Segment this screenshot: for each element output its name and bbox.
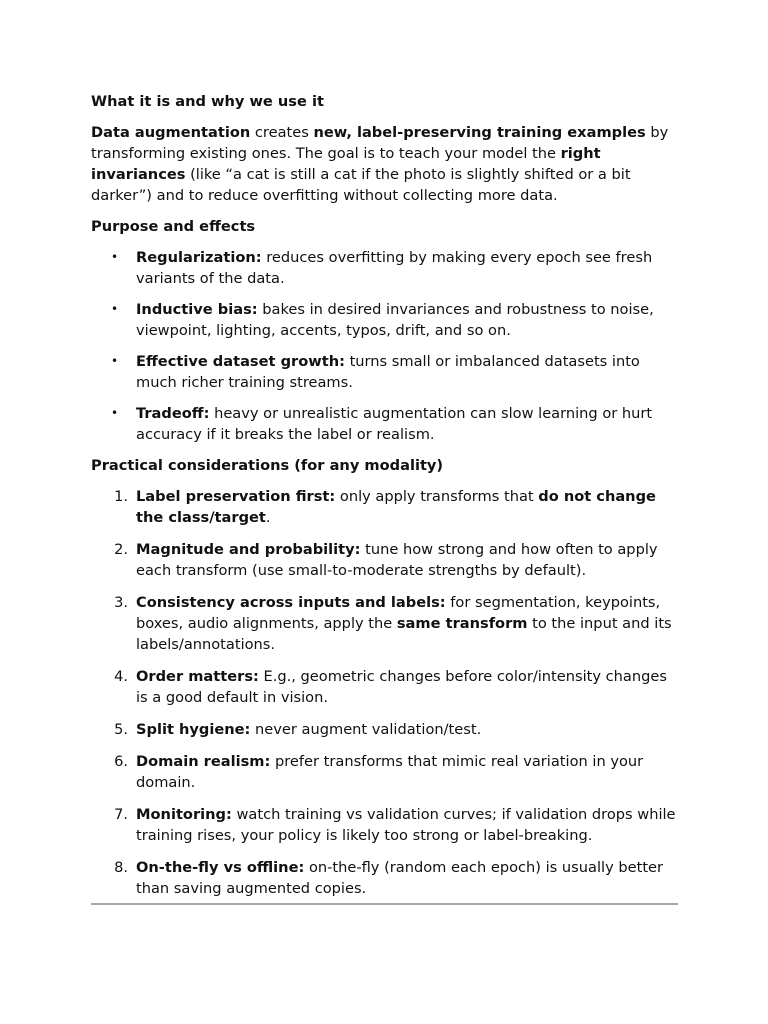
item-number: 7. [114,806,128,823]
list-item [91,299,681,341]
bullet-term: Regularization: [136,249,262,266]
list-item [91,592,681,655]
item-term: On-the-fly vs offline: [136,859,305,876]
item-term: Split hygiene: [136,721,251,738]
item-number: 1. [114,488,128,505]
list-item [91,486,681,528]
bullet-marker: • [111,406,119,420]
item-number: 8. [114,859,128,876]
intro-paragraph [91,122,681,206]
document-body [91,91,681,910]
bullet-text: bakes in desired invariances and robustness to noise, viewpoint, lighting, accents, typos, drift, and so on. [136,301,654,339]
section-heading-purpose: Purpose and effects [91,218,256,235]
bullet-text: reduces overfitting by making every epoch see fresh variants of the data. [136,249,653,287]
list-item [91,403,681,445]
bullet-text: heavy or unrealistic augmentation can slow learning or hurt accuracy if it breaks the label or realism. [136,405,653,443]
intro-text-3: (like “a cat is still a cat if the photo is slightly shifted or a bit darker”) and to reduce overfitting without collecting more data. [91,166,631,204]
item-text: tune how strong and how often to apply each transform (use small-to-moderate strengths by default). [136,541,658,579]
list-item [91,247,681,289]
item-number: 2. [114,541,128,558]
horizontal-rule [91,903,678,905]
bullet-term: Tradeoff: [136,405,210,422]
item-number: 6. [114,753,128,770]
item-number: 3. [114,594,128,611]
section-heading-practical: Practical considerations (for any modality) [91,457,444,474]
list-item [91,666,681,708]
item-text-2: . [265,509,271,526]
bullet-term: Inductive bias: [136,301,258,318]
item-text-2: to the input and its labels/annotations. [136,615,672,653]
item-text: watch training vs validation curves; if validation drops while training rises, your policy is likely too strong or label-breaking. [136,806,676,844]
list-item [91,539,681,581]
list-item [91,751,681,793]
item-text: never augment validation/test. [250,721,482,738]
term-data-augmentation: Data augmentation [91,124,251,141]
item-term: Magnitude and probability: [136,541,361,558]
item-term-2: same transform [396,615,528,632]
practical-numbered-list [91,486,681,899]
list-item [91,351,681,393]
section-heading-what-it-is: What it is and why we use it [91,93,324,110]
bullet-marker: • [111,250,119,264]
item-number: 4. [114,668,128,685]
bullet-marker: • [111,354,119,368]
item-text: on-the-fly (random each epoch) is usually better than saving augmented copies. [136,859,664,897]
item-text: E.g., geometric changes before color/intensity changes is a good default in vision. [136,668,667,706]
bullet-text: turns small or imbalanced datasets into much richer training streams. [136,353,640,391]
item-number: 5. [114,721,128,738]
bullet-marker: • [111,302,119,316]
purpose-bullet-list [91,247,681,445]
item-term: Domain realism: [136,753,271,770]
intro-text-2: by transforming existing ones. The goal is to teach your model the [91,124,669,162]
item-term: Label preservation first: [136,488,336,505]
item-text: for segmentation, keypoints, boxes, audio alignments, apply the [136,594,661,632]
list-item [91,719,681,740]
item-term: Order matters: [136,668,259,685]
item-term: Consistency across inputs and labels: [136,594,446,611]
intro-text-1: creates [250,124,314,141]
item-term: Monitoring: [136,806,232,823]
bullet-term: Effective dataset growth: [136,353,345,370]
item-text: only apply transforms that [335,488,539,505]
term-right-invariances: right invariances [91,145,601,183]
term-new-examples: new, label-preserving training examples [313,124,646,141]
list-item [91,804,681,846]
item-term-2: do not change the class/target [136,488,656,526]
item-text: prefer transforms that mimic real variation in your domain. [136,753,644,791]
list-item [91,857,681,899]
